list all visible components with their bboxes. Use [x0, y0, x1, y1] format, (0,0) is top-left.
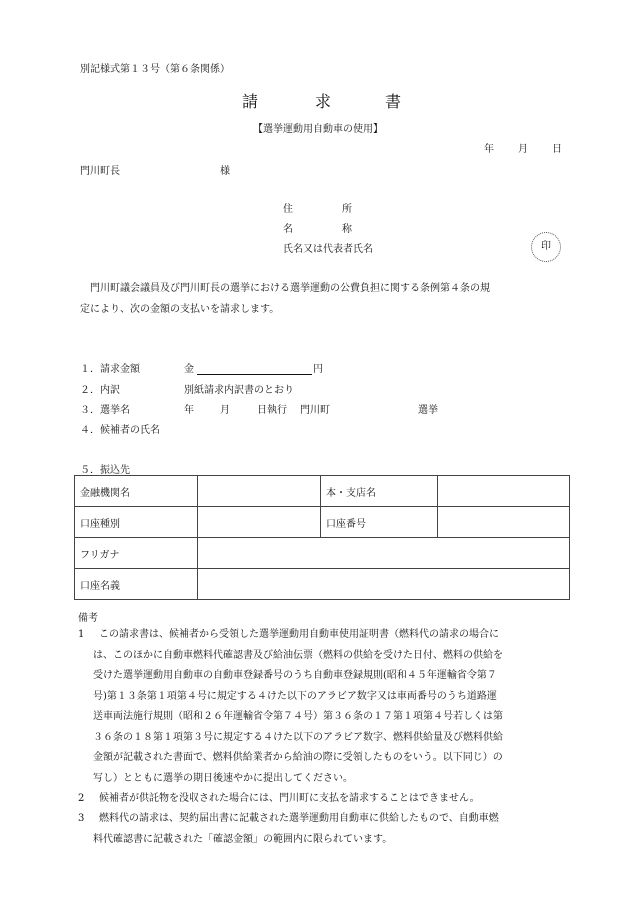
account-number-label: 口座番号: [321, 507, 438, 538]
breakdown-value: 別紙請求内訳書のとおり: [184, 385, 294, 396]
branch-label: 本・支店名: [321, 476, 438, 507]
account-number-input[interactable]: [438, 507, 570, 538]
address-label-1: 住: [283, 204, 293, 215]
note-1: [78, 625, 570, 789]
candidate-label: ４．候補者の氏名: [80, 425, 160, 436]
note-3-number: 3: [78, 813, 85, 824]
note-1-line: この請求書は、候補者から受領した選挙運動用自動車使用証明書（燃料代の請求の場合に: [99, 629, 499, 640]
account-type-input[interactable]: [198, 507, 321, 538]
note-2: [78, 789, 570, 810]
note-1-line: 金額が記載された書面で、燃料供給業者から給油の際に受領したものをいう。以下同じ）の: [93, 752, 503, 763]
name-label-1: 名: [283, 224, 293, 235]
intro-line-1: 門川町議会議員及び門川町長の選挙における選挙運動の公費負担に関する条例第４条の規: [90, 283, 490, 294]
subtitle: 【選挙運動用自動車の使用】: [253, 124, 383, 135]
notes-heading: 備考: [78, 613, 98, 624]
election-day-exec: 日執行: [257, 405, 287, 416]
title-char-1: 請: [242, 92, 259, 111]
election-month: 月: [220, 405, 230, 416]
note-1-line: 写し）とともに選挙の期日後速やかに提出してください。: [93, 772, 353, 784]
note-1-line: 受けた選挙運動用自動車の自動車登録番号のうち自動車登録規則(昭和４５年運輸省令第７: [93, 670, 497, 681]
institution-input[interactable]: [198, 476, 321, 507]
election-town: 門川町: [300, 405, 330, 416]
form-number: 別記様式第１３号（第６条関係）: [80, 64, 230, 75]
addressee-honorific: 様: [220, 166, 230, 177]
breakdown-label: ２．内訳: [80, 385, 120, 396]
seal-mark: 印: [531, 232, 561, 262]
name-label-2: 称: [342, 224, 352, 235]
furigana-label: フリガナ: [75, 538, 198, 569]
table-row: [75, 538, 570, 569]
election-year: 年: [184, 405, 194, 416]
furigana-input[interactable]: [198, 538, 570, 569]
representative-label: 氏名又は代表者氏名: [283, 244, 373, 255]
note-1-line: ３６条の１８第１項第３号に規定する４けた以下のアラビア数字、燃料供給量及び燃料供給: [93, 731, 503, 743]
table-row: [75, 569, 570, 600]
title-char-2: 求: [315, 92, 332, 111]
note-2-line: 候補者が供託物を没収された場合には、門川町に支払を請求することはできません。: [99, 793, 480, 804]
amount-label: １．請求金額: [80, 364, 140, 375]
branch-input[interactable]: [438, 476, 570, 507]
table-row: [75, 476, 570, 507]
note-3-line: 料代確認書に記載された「確認金額」の範囲内に限られています。: [93, 833, 393, 845]
institution-label: 金融機関名: [75, 476, 198, 507]
account-name-label: 口座名義: [75, 569, 198, 600]
date-year: 年: [484, 144, 494, 155]
amount-underline: [197, 363, 312, 375]
bank-table: [74, 475, 570, 600]
election-suffix: 選挙: [418, 405, 438, 416]
election-label: ３．選挙名: [80, 405, 130, 416]
intro-line-2: 定により、次の金額の支払いを請求します。: [80, 304, 280, 315]
note-1-line: 送車両法施行規則（昭和２６年運輸省令第７４号）第３６条の１７第１項第４号若しくは第: [93, 711, 503, 722]
address-label-2: 所: [342, 204, 352, 215]
title-char-3: 書: [385, 92, 402, 111]
note-3: [78, 809, 570, 850]
account-type-label: 口座種別: [75, 507, 198, 538]
note-3-line: 燃料代の請求は、契約届出書に記載された選挙運動用自動車に供給したもので、自動車燃: [99, 813, 499, 824]
note-1-line: 号)第１３条第１項第４号に規定する４けた以下のアラビア数字又は車両番号のうち道路運: [93, 690, 497, 702]
amount-suffix: 円: [313, 364, 323, 375]
note-2-number: 2: [78, 793, 85, 804]
transfer-label: ５．振込先: [80, 465, 130, 476]
date-day: 日: [552, 144, 562, 155]
addressee-name: 門川町長: [80, 166, 120, 177]
date-month: 月: [518, 144, 528, 155]
table-row: [75, 507, 570, 538]
amount-prefix: 金: [184, 364, 194, 375]
account-name-input[interactable]: [198, 569, 570, 600]
amount-field[interactable]: [184, 360, 324, 375]
note-1-line: は、このほかに自動車燃料代確認書及び給油伝票（燃料の供給を受けた日付、燃料の供給を: [93, 649, 503, 661]
note-1-number: 1: [78, 629, 85, 640]
